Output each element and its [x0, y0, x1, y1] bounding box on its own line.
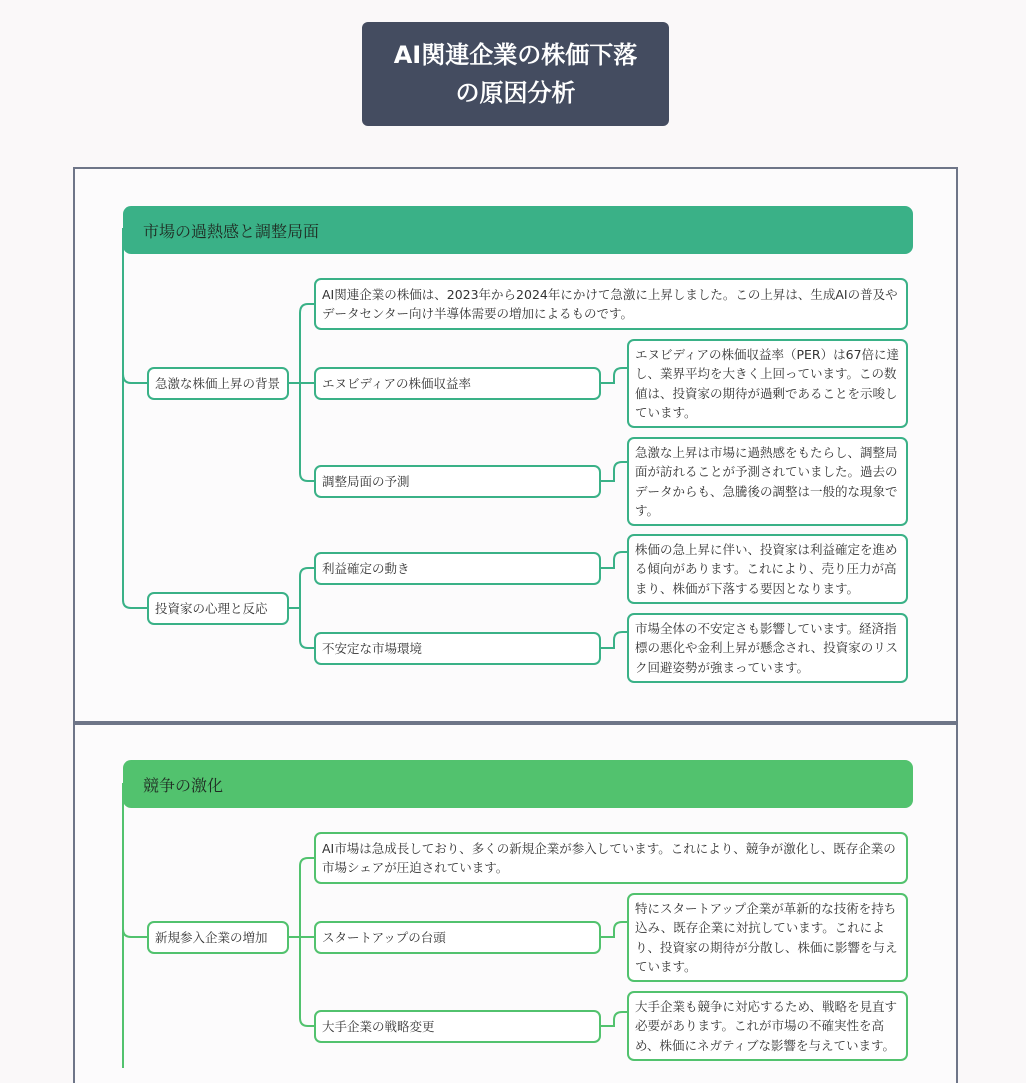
text-node-ai-stock-rise [314, 278, 908, 330]
detail-node-profit-taking [627, 534, 908, 604]
topic-node-label: 利益確定の動き [322, 560, 410, 576]
topic-node-startup-rise [314, 921, 601, 954]
topic-node-label: 大手企業の戦略変更 [322, 1018, 435, 1034]
topic-node-correction-forecast [314, 465, 601, 498]
detail-node-content: エヌビディアの株価収益率（PER）は67倍に達し、業界平均を大きく上回っています。この数値は、投資家の期待が過剰であることを示唆しています。 [635, 346, 900, 420]
title-line-1: AI関連企業の株価下落 [393, 41, 638, 69]
text-node-content: AI市場は急成長しており、多くの新規企業が参入しています。これにより、競争が激化し、既存企業の市場シェアが圧迫されています。 [322, 840, 896, 875]
topic-node-nvidia-per [314, 367, 601, 400]
detail-node-nvidia-per [627, 339, 908, 428]
detail-node-major-strategy-change [627, 991, 908, 1061]
section-header-label: 競争の激化 [143, 775, 224, 795]
title-line-2: の原因分析 [455, 79, 576, 107]
group-node-label: 新規参入企業の増加 [155, 929, 268, 945]
section-header-intensified-competition [123, 760, 913, 808]
topic-node-unstable-market [314, 632, 601, 665]
text-node-content: AI関連企業の株価は、2023年から2024年にかけて急激に上昇しました。この上昇は、生成AIの普及やデータセンター向け半導体需要の増加によるものです。 [322, 286, 898, 321]
topic-node-label: 不安定な市場環境 [322, 640, 423, 656]
diagram-title [362, 22, 669, 126]
detail-node-unstable-market [627, 613, 908, 683]
topic-node-label: 調整局面の予測 [322, 473, 410, 489]
topic-node-profit-taking [314, 552, 601, 585]
detail-node-content: 特にスタートアップ企業が革新的な技術を持ち込み、既存企業に対抗しています。これにより、投資家の期待が分散し、株価に影響を与えています。 [635, 900, 898, 974]
detail-node-content: 市場全体の不安定さも影響しています。経済指標の悪化や金利上昇が懸念され、投資家のリスク回避姿勢が強まっています。 [635, 620, 899, 675]
group-node-label: 投資家の心理と反応 [155, 600, 268, 616]
detail-node-content: 株価の急上昇に伴い、投資家は利益確定を進める傾向があります。これにより、売り圧力が高まり、株価が下落する要因となります。 [635, 541, 898, 596]
detail-node-content: 大手企業も競争に対応するため、戦略を見直す必要があります。これが市場の不確実性を高め、株価にネガティブな影響を与えています。 [635, 998, 898, 1053]
detail-node-correction-forecast [627, 437, 908, 526]
group-node-label: 急激な株価上昇の背景 [155, 375, 281, 391]
group-node-rapid-rise-background [147, 367, 289, 400]
group-node-investor-psychology [147, 592, 289, 625]
section-header-label: 市場の過熱感と調整局面 [143, 221, 320, 241]
topic-node-major-strategy-change [314, 1010, 601, 1043]
detail-node-startup-rise [627, 893, 908, 982]
topic-node-label: スタートアップの台頭 [322, 929, 446, 945]
section-header-market-overheating [123, 206, 913, 254]
text-node-ai-market-growth [314, 832, 908, 884]
topic-node-label: エヌビディアの株価収益率 [322, 375, 472, 391]
detail-node-content: 急激な上昇は市場に過熱感をもたらし、調整局面が訪れることが予測されていました。過去のデータからも、急騰後の調整は一般的な現象です。 [635, 444, 898, 518]
group-node-new-entrants [147, 921, 289, 954]
